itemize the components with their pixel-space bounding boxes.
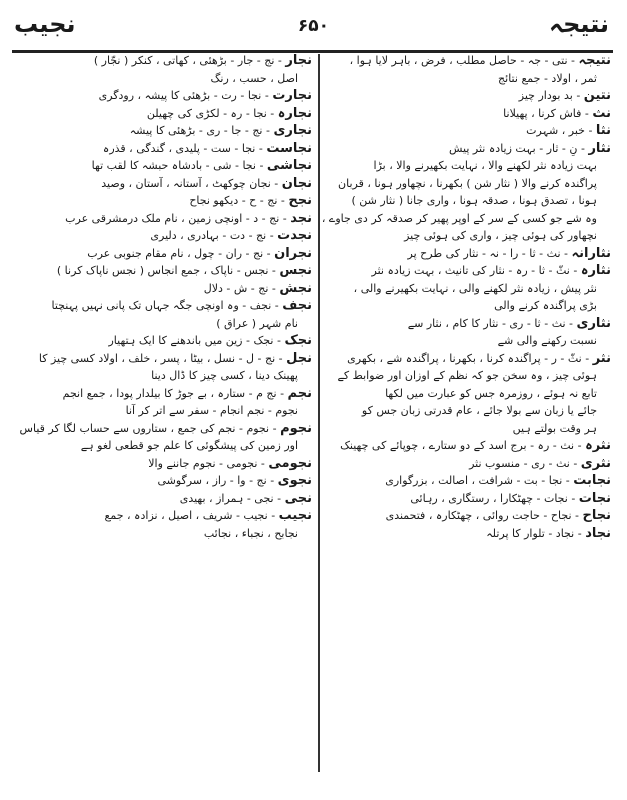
definition-text: - نث - ثا - را - نہ - نثار کی طرح پر bbox=[407, 246, 572, 260]
definition-text: اور زمین کی پیشگوئی کا علم جو قطعی لغو ہے bbox=[80, 439, 298, 452]
definition-text: نجوم - نجم انجام - سفر سے اتر کر آنا bbox=[125, 404, 298, 417]
header-right-word: نتیجہ bbox=[549, 10, 609, 38]
definition-text: ثمر ، اولاد - جمع نتائج bbox=[498, 71, 597, 85]
headword: نثرہ bbox=[585, 438, 611, 453]
headword: نثارانہ bbox=[571, 245, 611, 261]
headword: نجم bbox=[287, 385, 312, 401]
entry-line bbox=[319, 70, 611, 88]
entry-line bbox=[319, 192, 611, 210]
headword: نجف bbox=[282, 298, 312, 313]
headword: نثاری bbox=[576, 315, 611, 331]
definition-text: - نث - رہ - برج اسد کے دو ستارے ، چوپائے کی چھینک bbox=[340, 439, 586, 452]
definition-text: ہونا ، تصدق ہونا ، صدقہ ہونا ، واری جانا ( نثار شن ) bbox=[351, 194, 597, 207]
definition-text: - نجک - زین میں باندھنے کا ایک ہتھیار bbox=[108, 334, 285, 347]
entry-line bbox=[18, 490, 312, 508]
entry-line bbox=[319, 472, 611, 490]
headword: نجیب bbox=[278, 508, 312, 523]
definition-text: - نجی - ہمراز ، بھیدی bbox=[179, 491, 285, 505]
headword: نجات bbox=[578, 490, 611, 506]
headword: نثر bbox=[592, 350, 611, 366]
entry-line bbox=[18, 315, 312, 333]
definition-text: - نج - ل - نسل ، بیٹا ، پسر ، خلف ، اولاد کسی چیز کا bbox=[38, 351, 287, 365]
entry-line bbox=[319, 280, 611, 298]
header-left-word: نجیب bbox=[14, 10, 76, 38]
entry-line bbox=[18, 437, 312, 455]
entry-line bbox=[18, 472, 312, 490]
definition-text: - نجا - ست - پلیدی ، گندگی ، قذرہ bbox=[102, 141, 267, 155]
entry-line bbox=[18, 280, 312, 298]
entry-line bbox=[319, 157, 611, 175]
entry-line bbox=[319, 87, 611, 105]
headword: نجوی bbox=[277, 473, 312, 488]
headword: نجی bbox=[284, 490, 312, 506]
headword: نجاشی bbox=[266, 158, 312, 173]
entry-line bbox=[319, 210, 611, 228]
entry-line bbox=[319, 227, 611, 245]
entry-line bbox=[319, 332, 611, 350]
definition-text: ہر وقت بولتے ہیں bbox=[512, 421, 597, 435]
entry-line bbox=[319, 420, 611, 438]
definition-text: - خبر ، شہرت bbox=[526, 124, 596, 137]
definition-text: - نجات - چھٹکارا ، رستگاری ، رہائی bbox=[410, 491, 579, 505]
definition-text: - نجان چوکھٹ ، آستانہ ، آستان ، وصید bbox=[101, 176, 282, 190]
definition-text: تابع نہ ہوئے ، روزمرہ جس کو عبارت میں لکھا bbox=[385, 386, 597, 400]
definition-text: بڑی پراگندہ کرنے والی bbox=[494, 299, 597, 312]
definition-text: - نج - جار - بڑھئی ، کھاتی ، کنکر ( نجّار ) bbox=[93, 54, 286, 67]
entry-line bbox=[18, 297, 312, 315]
definition-text: - نجا - رہ - لکڑی کی چھیلن bbox=[146, 106, 278, 120]
definition-text: - نجیب - شریف ، اصیل ، نزادہ ، جمع bbox=[104, 509, 279, 522]
entry-line bbox=[319, 350, 611, 368]
headword: نث bbox=[592, 105, 611, 121]
headword: نجد bbox=[290, 210, 312, 226]
page-number: ۶۵۰ bbox=[297, 16, 330, 36]
entry-line bbox=[319, 525, 611, 543]
definition-text: - نج - وا - راز ، سرگوشی bbox=[157, 474, 278, 487]
headword: نجدت bbox=[277, 228, 312, 243]
headword: نجار bbox=[285, 53, 312, 68]
entry-line bbox=[319, 175, 611, 193]
entry-line bbox=[18, 227, 312, 245]
definition-text: - نج م - ستارہ ، بے جوڑ کا بیلدار پودا ، جمع انجم bbox=[62, 386, 288, 400]
definition-text: - نج - د - اونچی زمین ، نام ملک درمشرقی عرب bbox=[65, 211, 291, 225]
headword: نجان bbox=[281, 175, 312, 191]
headword: نجک bbox=[284, 333, 312, 348]
entry-line bbox=[18, 350, 312, 368]
right-column bbox=[319, 52, 611, 772]
definition-text: نسبت رکھنے والی شے bbox=[497, 334, 597, 347]
headword: نثار bbox=[588, 140, 611, 156]
headword: نجاری bbox=[273, 123, 312, 138]
headword: نجران bbox=[274, 245, 312, 261]
entry-line bbox=[18, 175, 312, 193]
entry-line bbox=[18, 157, 312, 175]
entry-line bbox=[18, 420, 312, 438]
entry-line bbox=[18, 52, 312, 70]
entry-line bbox=[319, 437, 611, 455]
headword: نجارت bbox=[272, 88, 312, 103]
entry-line bbox=[18, 245, 312, 263]
entry-line bbox=[319, 490, 611, 508]
entry-line bbox=[319, 402, 611, 420]
headword: نجارہ bbox=[277, 105, 312, 121]
headword: نجس bbox=[279, 263, 312, 278]
headword: نثری bbox=[580, 455, 611, 471]
page-header bbox=[0, 6, 627, 46]
entry-line bbox=[18, 122, 312, 140]
entry-line bbox=[18, 87, 312, 105]
headword: نجح bbox=[288, 193, 312, 208]
headword: نجوم bbox=[280, 420, 312, 436]
entry-line bbox=[18, 332, 312, 350]
definition-text: - نث - ری - منسوب نثر bbox=[469, 456, 581, 470]
headword: نتین bbox=[583, 88, 611, 103]
entry-line bbox=[18, 210, 312, 228]
definition-text: نجابح ، نجباء ، نجائب bbox=[203, 526, 298, 540]
entry-line bbox=[319, 140, 611, 158]
definition-text: ہوئی چیز ، وہ سخن جو کہ نظم کے اوزان اور ضوابط کے bbox=[337, 369, 597, 382]
definition-text: پھینک دینا ، کسی چیز کا ڈال دینا bbox=[151, 369, 298, 382]
headword: نثارہ bbox=[580, 263, 611, 278]
headword: نجل bbox=[286, 350, 312, 366]
definition-text: - نجا - شی - بادشاہ حبشہ کا لقب تھا bbox=[91, 159, 267, 172]
entry-line bbox=[319, 105, 611, 123]
entry-line bbox=[319, 385, 611, 403]
definition-text: - نجا - رت - بڑھئی کا پیشہ ، رودگری bbox=[98, 89, 273, 102]
entry-line bbox=[319, 52, 611, 70]
entry-line bbox=[319, 262, 611, 280]
definition-text: - نثّ - ثا - رہ - نثار کی تانیث ، بہت زیادہ نثر bbox=[371, 264, 581, 277]
entry-line bbox=[319, 245, 611, 263]
definition-text: - نج - ش - دلال bbox=[203, 281, 280, 295]
headword: نجش bbox=[279, 280, 312, 296]
entry-line bbox=[18, 192, 312, 210]
entry-line bbox=[18, 507, 312, 525]
definition-text: - نثّ - ر - پراگندہ کرنا ، بکھرنا ، پراگندہ شے ، بکھری bbox=[347, 351, 593, 365]
definition-text: - نجومی - نجوم جاننے والا bbox=[148, 456, 269, 470]
definition-text: - نج - دت - بہادری ، دلیری bbox=[150, 229, 278, 242]
definition-text: نام شہر ( عراق ) bbox=[216, 316, 298, 330]
entry-line bbox=[319, 507, 611, 525]
definition-text: - نج - ران - چول ، نام مقام جنوبی عرب bbox=[87, 246, 275, 260]
definition-text: - نجاد - تلوار کا پرتلہ bbox=[486, 526, 586, 540]
definition-text: - نتی - جہ - حاصل مطلب ، فرض ، باہر لایا ہوا ، bbox=[349, 54, 579, 67]
entry-line bbox=[18, 105, 312, 123]
headword: نجاح bbox=[582, 508, 611, 523]
headword: نتیجہ bbox=[578, 53, 611, 68]
definition-text: - نِ - ثار - بہت زیادہ نثر پیش bbox=[449, 141, 589, 155]
entry-line bbox=[319, 122, 611, 140]
entry-line bbox=[18, 262, 312, 280]
definition-text: - بد بودار چیز bbox=[518, 89, 584, 102]
left-column bbox=[18, 52, 312, 772]
definition-text: - نج - جا - ری - بڑھئی کا پیشہ bbox=[129, 124, 274, 137]
definition-text: اصل ، حسب ، رنگ bbox=[210, 71, 298, 85]
headword: نثا bbox=[595, 123, 611, 138]
entry-line bbox=[18, 367, 312, 385]
definition-text: نثر پیش ، زیادہ نثر لکھنے والی ، نہایت بکھیرنے والی ، bbox=[353, 281, 597, 295]
entry-line bbox=[319, 297, 611, 315]
entry-line bbox=[319, 455, 611, 473]
definition-text: بہت زیادہ نثر لکھنے والا ، نہایت بکھیرنے والا ، بڑا bbox=[373, 159, 597, 172]
definition-text: - نث - ثا - ری - نثار کا کام ، نثار سے bbox=[407, 316, 577, 330]
headword: نجاست bbox=[266, 140, 312, 156]
definition-text: - نجاح - حاجت روائی ، چھٹکارہ ، فتحمندی bbox=[385, 509, 583, 522]
definition-text: وہ شے جو کسی کے سر کے اوپر پھیر کر صدقہ کر دی جاوے ، bbox=[321, 211, 597, 225]
definition-text: - نجا - بت - شرافت ، اصالت ، بزرگواری bbox=[385, 474, 574, 487]
entry-line bbox=[18, 70, 312, 88]
definition-text: - نجس - ناپاک ، جمع انجاس ( نجس ناپاک کرنا ) bbox=[56, 264, 280, 277]
headword: نجاد bbox=[585, 525, 611, 541]
entry-line bbox=[18, 455, 312, 473]
entry-line bbox=[18, 385, 312, 403]
headword: نجومی bbox=[268, 455, 312, 471]
definition-text: پراگندہ کرنے والا ( نثار شن ) بکھرنا ، نچھاور ہونا ، قربان bbox=[338, 176, 597, 190]
definition-text: - نجوم - نجم کی جمع ، ستاروں سے حساب لگا کر قیاس bbox=[19, 421, 281, 435]
headword: نجابت bbox=[573, 473, 611, 488]
entry-line bbox=[319, 367, 611, 385]
entry-line bbox=[18, 525, 312, 543]
entry-line bbox=[319, 315, 611, 333]
entry-line bbox=[18, 140, 312, 158]
entry-line bbox=[18, 402, 312, 420]
definition-text: - نجف - وہ اونچی جگہ جہاں تک پانی نہیں پہنچتا bbox=[51, 299, 283, 312]
definition-text: - نج - ح - دیکھو نجاح bbox=[189, 194, 289, 207]
column-divider bbox=[318, 54, 320, 772]
definition-text: نچھاور کی ہوئی چیز ، واری کی ہوئی چیز bbox=[404, 229, 597, 242]
definition-text: - فاش کرنا ، پھیلانا bbox=[503, 106, 593, 120]
definition-text: جائے یا زبان سے بولا جائے ، عام قدرتی زبان جس کو bbox=[361, 404, 597, 417]
